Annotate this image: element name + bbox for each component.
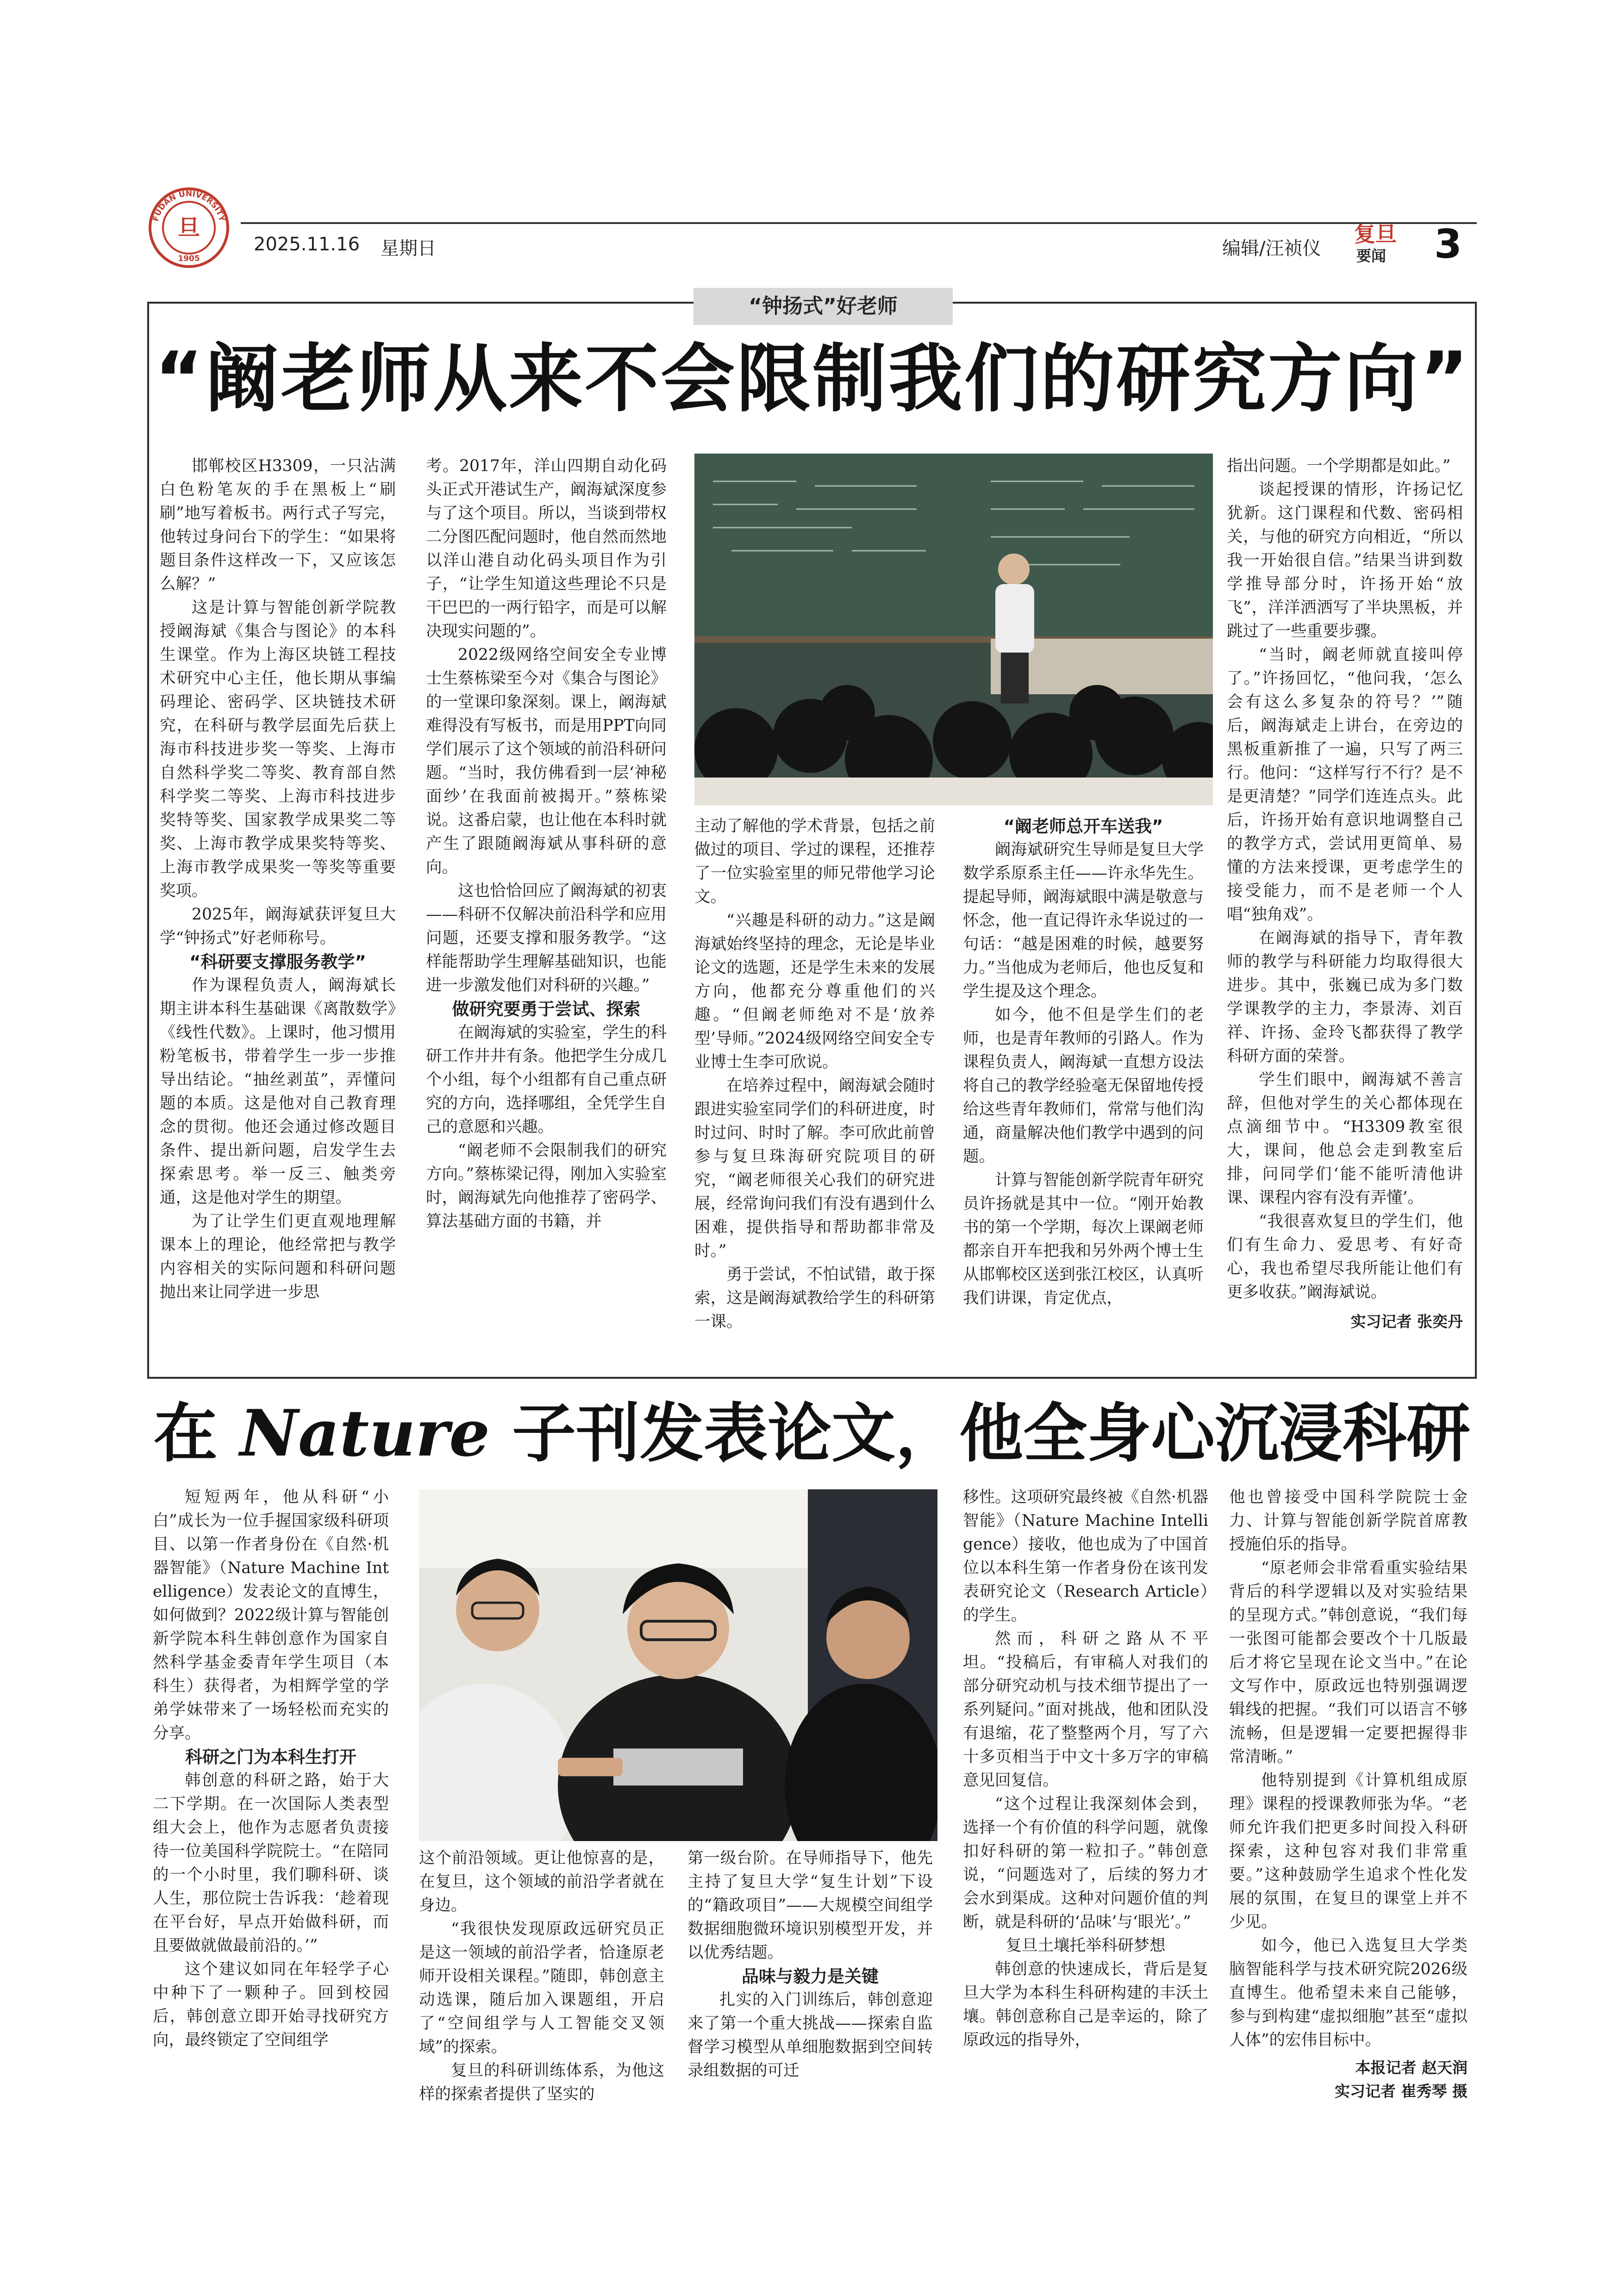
article2-column-5 [1229,1486,1468,2103]
article1-paragraph: 计算与智能创新学院青年研究员许扬就是其中一位。“刚开始教书的第一个学期，每次上课阚老师都亲自开车把我和另外两个博士生从邯郸校区送到张江校区，认真听我们讲课，肯定优点， [963,1171,1204,1307]
article1-paragraph: 2025年，阚海斌获评复旦大学“钟扬式”好老师称号。 [160,905,396,947]
article2-paragraph: 韩创意的科研之路，始于大二下学期。在一次国际人类表型组大会上，他作为志愿者负责接待一位美国科学院院士。“在陪同的一个小时里，我们聊科研、谈人生，那位院士告诉我：‘趁着现在平台好，早点开始做科研，而且要做就做最前沿的。’” [153,1771,389,1955]
students-photo [419,1489,937,1841]
article2-paragraph: 这个建议如同在年轻学子心中种下了一颗种子。回到校园后，韩创意立即开始寻找研究方向，最终锁定了空间组学 [153,1960,389,2049]
issue-weekday: 星期日 [381,238,436,259]
university-seal-icon [147,186,231,269]
article1-paragraph: 2022级网络空间安全专业博士生蔡栋梁至今对《集合与图论》的一堂课印象深刻。课上，阚海斌难得没有写板书，而是用PPT向同学们展示了这个领域的前沿科研问题。“当时，我仿佛看到一层‘神秘面纱’在我面前被揭开。”蔡栋梁说。这番启蒙，也让他在本科时就产生了跟随阚海斌从事科研的意向。 [426,646,667,877]
article1-subheading: 做研究要勇于尝试、探索 [452,999,641,1019]
article2-byline-photo: 实习记者 崔秀琴 摄 [1335,2082,1468,2100]
article2-byline-reporter: 本报记者 赵天润 [1355,2059,1468,2077]
article1-paragraph: 谈起授课的情形，许扬记忆犹新。这门课程和代数、密码相关，与他的研究方向相近，“所以我一开始很自信。”结果当讲到数学推导部分时，许扬开始“放飞”，洋洋洒洒写了半块黑板，并跳过了一些重要步骤。 [1227,480,1463,641]
article1-paragraph: 在培养过程中，阚海斌会随时跟进实验室同学们的科研进度，时时过问、时时了解。李可欣此前曾参与复旦珠海研究院项目的研究，“阚老师很关心我们的研究进展，经常询问我们有没有遇到什么困难，提供指导和帮助都非常及时。” [694,1076,935,1260]
article1-paragraph: 阚海斌研究生导师是复旦大学数学系原系主任——许永华先生。提起导师，阚海斌眼中满是敬意与怀念，他一直记得许永华说过的一句话：“越是困难的时候，越要努力。”当他成为老师后，他也反复和学生提及这个理念。 [963,840,1204,1001]
article2-paragraph: “我很快发现原政远研究员正是这一领域的前沿学者，恰逢原老师开设相关课程。”随即，韩创意主动选课，随后加入课题组，开启了“空间组学与人工智能交叉领域”的探索。 [419,1920,664,2056]
svg-text:旦: 旦 [177,215,200,241]
article1-column-5 [1227,454,1463,1333]
article1-subheading: “阚老师总开车送我” [1003,816,1163,836]
editor-credit: 编辑/汪祯仪 [1222,238,1321,259]
article1-paragraph: 勇于尝试，不怕试错，敢于探索，这是阚海斌教给学生的科研第一课。 [694,1265,935,1331]
article1-paragraph: 这是计算与智能创新学院教授阚海斌《集合与图论》的本科生课堂。作为上海区块链工程技术研究中心主任，他长期从事编码理论、密码学、区块链技术研究，在科研与教学层面先后获上海市科技进步奖一等奖、上海市自然科学奖二等奖、教育部自然科学奖二等奖、上海市科技进步奖特等奖、国家教学成果奖二等奖、上海市教学成果奖特等奖、上海市教学成果奖一等奖等重要奖项。 [160,598,396,900]
article1-column-3 [694,815,935,1334]
article1-column-2 [426,454,667,1233]
article1-paragraph: 在阚海斌的实验室，学生的科研工作井井有条。他把学生分成几个小组，每个小组都有自己重点研究的方向，选择哪组，全凭学生自己的意愿和兴趣。 [426,1023,667,1136]
article1-paragraph: 作为课程负责人，阚海斌长期主讲本科生基础课《离散数学》《线性代数》。上课时，他习惯用粉笔板书，带着学生一步一步推导出结论。“抽丝剥茧”，弄懂问题的本质。这是他对自己教育理念的贯彻。他还会通过修改题目条件、提出新问题，启发学生去探索思考。举一反三、触类旁通，这是他对学生的期望。 [160,976,396,1207]
article1-byline: 实习记者 张奕丹 [1350,1313,1463,1331]
article2-paragraph: 他特别提到《计算机组成原理》课程的授课教师张为华。“老师允许我们把更多时间投入科研探索，这种包容对我们非常重要。”这种鼓励学生追求个性化发展的氛围，在复旦的课堂上并不少见。 [1229,1771,1468,1931]
article1-paragraph: 学生们眼中，阚海斌不善言辞，但他对学生的关心都体现在点滴细节中。“H3309教室很大，课间，他总会走到教室后排，问同学们‘能不能听清他讲课、课程内容有没有弄懂’。 [1227,1070,1463,1207]
paper-name: 复旦 [1354,222,1397,247]
article1-headline: “阚老师从来不会限制我们的研究方向” [154,336,1471,422]
article1-kicker: “钟扬式”好老师 [693,288,953,325]
article2-paragraph: 这个前沿领域。更让他惊喜的是，在复旦，这个领域的前沿学者就在身边。 [419,1849,664,1915]
article1-paragraph: 考。2017年，洋山四期自动化码头正式开港试生产，阚海斌深度参与了这个项目。所以，当谈到带权二分图匹配问题时，他自然而然地以洋山港自动化码头项目作为引子，“让学生知道这些理论不只是干巴巴的一两行铅字，而是可以解决现实问题的”。 [426,457,667,641]
article2-headline-prefix: 在 [153,1395,218,1471]
article2-subheading: 品味与毅力是关键 [742,1966,879,1986]
article1-paragraph: 邯郸校区H3309，一只沾满白色粉笔灰的手在黑板上“刷刷”地写着板书。两行式子写完，他转过身问台下的学生：“如果将题目条件这样改一下，又应该怎么解？” [160,457,396,593]
svg-text:1905: 1905 [178,254,200,263]
article1-column-1 [160,454,396,1304]
article1-paragraph: “当时，阚老师就直接叫停了。”许扬回忆，“他问我，‘怎么会有这么多复杂的符号？’”随后，阚海斌走上讲台，在旁边的黑板重新推了一遍，只写了两三行。他问：“这样写行不行？是不是更清楚？”同学们连连点头。此后，许扬开始有意识地调整自己的教学方式，尝试用更简单、易懂的方法来授课，更考虑学生的接受能力，而不是老师一个人唱“独角戏”。 [1227,646,1463,924]
article2-headline [147,1394,1477,1473]
section-name: 要闻 [1356,247,1387,265]
masthead-rule [241,222,1477,224]
article1-paragraph: 指出问题。一个学期都是如此。” [1227,457,1451,475]
article2-column-2 [419,1847,664,2106]
article2-column-1 [153,1486,389,2052]
article2-paragraph: 然而，科研之路从不平坦。“投稿后，有审稿人对我们的部分研究动机与技术细节提出了一系列疑问。”面对挑战，他和团队没有退缩，花了整整两个月，写了六十多页相当于中文十多万字的审稿意见回复信。 [963,1630,1208,1790]
article2-paragraph: 复旦的科研训练体系，为他这样的探索者提供了坚实的 [419,2061,664,2103]
article2-paragraph: 韩创意的快速成长，背后是复旦大学为本科生科研构建的丰沃土壤。韩创意称自己是幸运的，除了原政远的指导外， [963,1960,1208,2049]
article2-paragraph: “原老师会非常看重实验结果背后的科学逻辑以及对实验结果的呈现方式。”韩创意说，“我们每一张图可能都会要改个十几版最后才将它呈现在论文当中。”在论文写作中，原政远也特别强调逻辑线的把握。“我们可以语言不够流畅，但是逻辑一定要把握得非常清晰。” [1229,1559,1468,1766]
article2-headline-latin: Nature [239,1395,490,1471]
issue-date: 2025.11.16 [254,234,360,255]
article2-subheading: 复旦土壤托举科研梦想 [1006,1936,1166,1955]
article2-paragraph: 移性。这项研究最终被《自然·机器智能》（Nature Machine Intelligence）接收，他也成为了中国首位以本科生第一作者身份在该刊发表研究论文（Research Article）的学生。 [963,1488,1208,1624]
article2-column-3 [687,1847,933,2083]
article2-paragraph: “这个过程让我深刻体会到，选择一个有价值的科学问题，就像扣好科研的第一粒扣子。”韩创意说，“问题选对了，后续的努力才会水到渠成。这种对问题价值的判断，就是科研的‘品味’与‘眼光’。” [963,1795,1208,1931]
article2-headline-suffix: 子刊发表论文，他全身心沉浸科研 [512,1395,1471,1471]
article2-paragraph: 如今，他已入选复旦大学类脑智能科学与技术研究院2026级直博生。他希望未来自己能够，参与到构建“虚拟细胞”甚至“虚拟人体”的宏伟目标中。 [1229,1936,1468,2049]
article1-paragraph: 主动了解他的学术背景，包括之前做过的项目、学过的课程，还推荐了一位实验室里的师兄带他学习论文。 [694,817,935,906]
article2-paragraph: 短短两年，他从科研“小白”成长为一位手握国家级科研项目、以第一作者身份在《自然·机器智能》（Nature Machine Intelligence）发表论文的直博生，如何做到？2022级计算与智能创新学院本科生韩创意作为国家自然科学基金委青年学生项目（本科生）获得者，为相辉学堂的学弟学妹带来了一场轻松而充实的分享。 [153,1488,389,1742]
article1-paragraph: “我很喜欢复旦的学生们，他们有生命力、爱思考、有好奇心，我也希望尽我所能让他们有更多收获。”阚海斌说。 [1227,1212,1463,1301]
article2-paragraph: 扎实的入门训练后，韩创意迎来了第一个重大挑战——探索自监督学习模型从单细胞数据到空间转录组数据的可迁 [687,1991,933,2080]
article2-column-4 [963,1486,1208,2052]
page-number: 3 [1434,221,1462,268]
article1-subheading: “科研要支撑服务教学” [189,952,366,972]
article2-subheading: 科研之门为本科生打开 [185,1747,356,1767]
article1-paragraph: 如今，他不但是学生们的老师，也是青年教师的引路人。作为课程负责人，阚海斌一直想方设法将自己的教学经验毫无保留地传授给这些青年教师们，常常与他们沟通，商量解决他们教学中遇到的问题。 [963,1006,1204,1166]
classroom-photo [694,454,1213,805]
article1-paragraph: 在阚海斌的指导下，青年教师的教学与科研能力均取得很大进步。其中，张巍已成为多门数学课教学的主力，李景涛、刘百祥、许扬、金玲飞都获得了教学科研方面的荣誉。 [1227,929,1463,1065]
article2-paragraph: 第一级台阶。在导师指导下，他先主持了复旦大学“复生计划”下设的“籍政项目”——大规模空间组学数据细胞微环境识别模型开发，并以优秀结题。 [687,1849,933,1962]
article2-paragraph: 他也曾接受中国科学院院士金力、计算与智能创新学院首席教授施伯乐的指导。 [1229,1488,1468,1554]
article1-paragraph: 这也恰恰回应了阚海斌的初衷——科研不仅解决前沿科学和应用问题，还要支撑和服务教学。“这样能帮助学生理解基础知识，也能进一步激发他们对科研的兴趣。” [426,882,667,995]
svg-text:FUDAN UNIVERSITY: FUDAN UNIVERSITY [151,189,227,223]
article1-paragraph: “兴趣是科研的动力。”这是阚海斌始终坚持的理念，无论是毕业论文的选题，还是学生未来的发展方向，他都充分尊重他们的兴趣。“但阚老师绝对不是‘放养型’导师。”2024级网络空间安全专业博士生李可欣说。 [694,911,935,1071]
article1-column-4 [963,815,1204,1310]
article1-paragraph: 为了让学生们更直观地理解课本上的理论，他经常把与教学内容相关的实际问题和科研问题抛出来让同学进一步思 [160,1212,396,1301]
article1-paragraph: “阚老师不会限制我们的研究方向。”蔡栋梁记得，刚加入实验室时，阚海斌先向他推荐了密码学、算法基础方面的书籍，并 [426,1141,667,1231]
